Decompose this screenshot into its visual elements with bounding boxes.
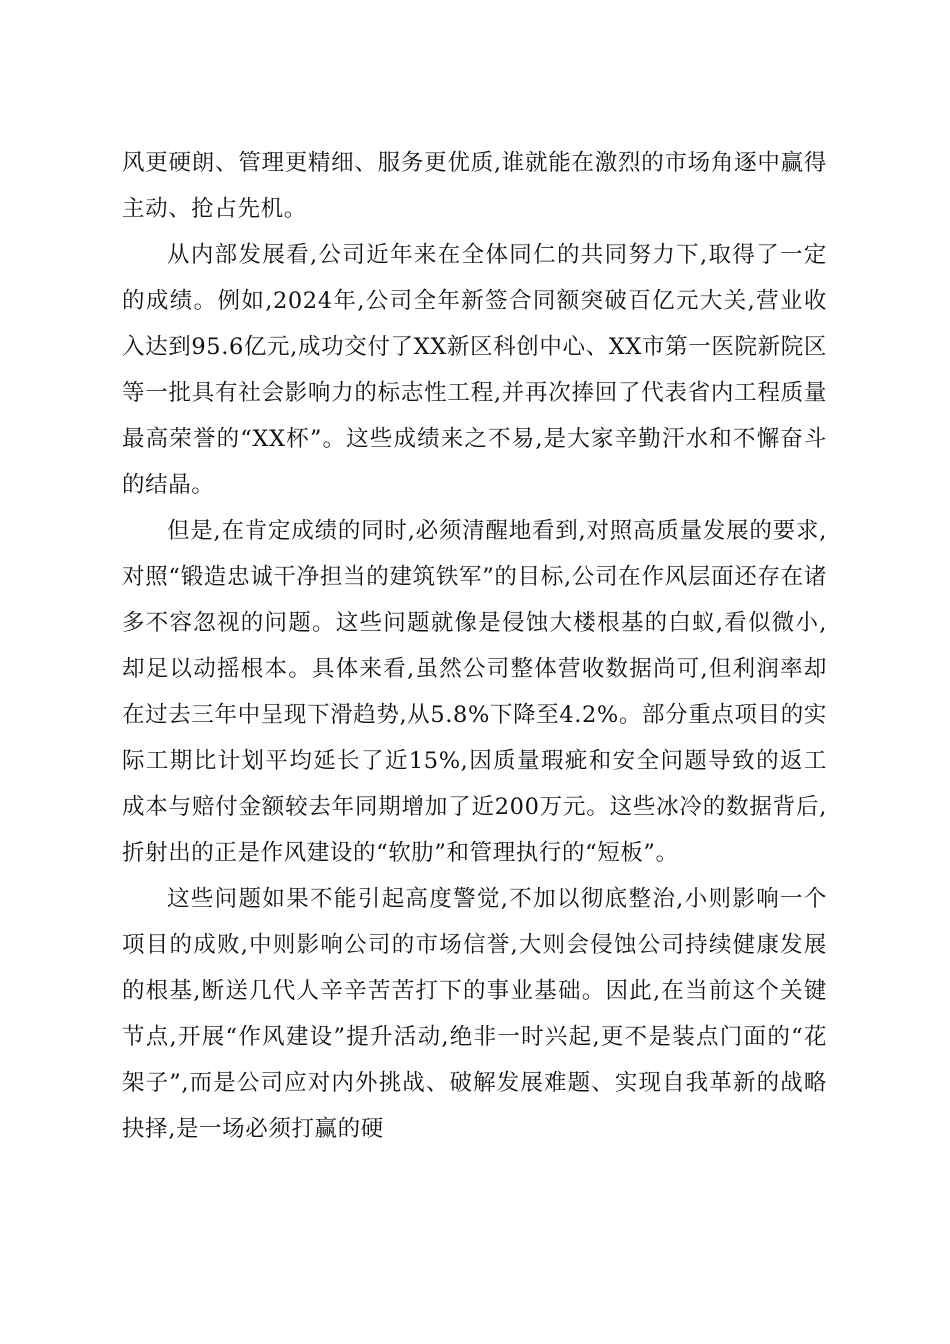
paragraph-continuation: 风更硬朗、管理更精细、服务更优质,谁就能在激烈的市场角逐中赢得主动、抢占先机。 — [122, 150, 827, 222]
paragraph-conclusion: 这些问题如果不能引起高度警觉,不加以彻底整治,小则影响一个项目的成败,中则影响公司的市场信誉,大则会侵蚀公司持续健康发展的根基,断送几代人辛辛苦苦打下的事业基础。因此,在当前这个关键节点,开展“作风建设”提升活动,绝非一时兴起,更不是装点门面的“花架子”,而是公司应对内外挑战、破解发展难题、实现自我革新的战略抉择,是一场必须打赢的硬 — [122, 886, 827, 1142]
paragraph-problems: 但是,在肯定成绩的同时,必须清醒地看到,对照高质量发展的要求,对照“锻造忠诚干净担当的建筑铁军”的目标,公司在作风层面还存在诸多不容忽视的问题。这些问题就像是侵蚀大楼根基的白蚁,看似微小,却足以动摇根本。具体来看,虽然公司整体营收数据尚可,但利润率却在过去三年中呈现下滑趋势,从5.8%下降至4.2%。部分重点项目的实际工期比计划平均延长了近15%,因质量瑕疵和安全问题导致的返工成本与赔付金额较去年同期增加了近200万元。这些冰冷的数据背后,折射出的正是作风建设的“软肋”和管理执行的“短板”。 — [122, 518, 827, 866]
document-body — [122, 140, 827, 1152]
paragraph-internal-development: 从内部发展看,公司近年来在全体同仁的共同努力下,取得了一定的成绩。例如,2024年,公司全年新签合同额突破百亿元大关,营业收入达到95.6亿元,成功交付了XX新区科创中心、XX市第一医院新院区等一批具有社会影响力的标志性工程,并再次捧回了代表省内工程质量最高荣誉的“XX杯”。这些成绩来之不易,是大家辛勤汗水和不懈奋斗的结晶。 — [122, 242, 827, 498]
